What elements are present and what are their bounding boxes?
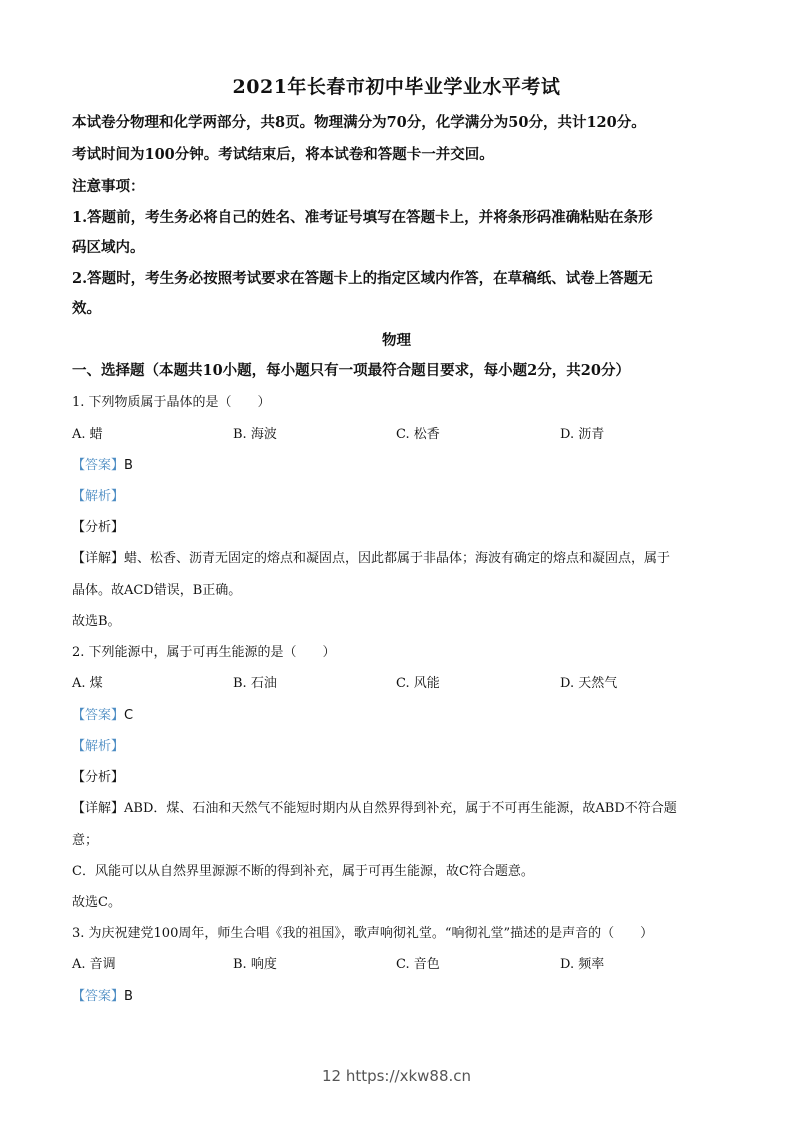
question-1-conclusion: 故选B。	[72, 614, 121, 629]
intro-line-1: 本试卷分物理和化学两部分，共8页。物理满分为70分，化学满分为50分，共计120分。	[72, 114, 646, 131]
notice-2-line-2: 效。	[72, 300, 101, 317]
question-1-detail-line-1: 【详解】蜡、松香、沥青无固定的熔点和凝固点，因此都属于非晶体；海波有确定的熔点和凝固点，属于	[72, 551, 671, 566]
answer-value: B	[124, 458, 133, 473]
question-3-answer	[72, 985, 133, 1004]
page-title: 2021年长春市初中毕业学业水平考试	[232, 76, 561, 98]
question-3-stem: 3. 为庆祝建党100周年，师生合唱《我的祖国》，歌声响彻礼堂。“响彻礼堂”描述的是声音的（ ）	[72, 926, 654, 941]
notice-heading: 注意事项：	[72, 178, 145, 195]
detail-label: 【详解】	[72, 551, 125, 566]
answer-value: B	[124, 989, 133, 1004]
question-2-option-c: C. 风能	[396, 676, 440, 691]
question-2-option-d: D. 天然气	[560, 676, 618, 691]
question-1-analysis-label: 【解析】	[72, 489, 125, 504]
question-1-fenxi-label: 【分析】	[72, 520, 125, 535]
section-heading: 一、选择题（本题共10小题，每小题只有一项最符合题目要求，每小题2分，共20分）	[72, 362, 630, 379]
question-2-detail-line-3: C．风能可以从自然界里源源不断的得到补充，属于可再生能源，故C符合题意。	[72, 864, 534, 879]
detail-label: 【详解】	[72, 801, 125, 816]
intro-line-2: 考试时间为100分钟。考试结束后，将本试卷和答题卡一并交回。	[72, 146, 494, 163]
subject-heading: 物理	[382, 332, 411, 349]
question-2-option-a: A. 煤	[72, 676, 103, 691]
question-2-option-b: B. 石油	[233, 676, 277, 691]
question-3-option-b: B. 响度	[233, 957, 277, 972]
question-1-option-a: A. 蜡	[72, 427, 103, 442]
question-2-detail-line-1: 【详解】ABD．煤、石油和天然气不能短时期内从自然界得到补充，属于不可再生能源，故ABD不符合题	[72, 801, 677, 816]
question-2-fenxi-label: 【分析】	[72, 770, 125, 785]
question-2-analysis-label: 【解析】	[72, 739, 125, 754]
question-1-option-c: C. 松香	[396, 427, 440, 442]
question-2-conclusion: 故选C。	[72, 895, 121, 910]
question-3-option-a: A. 音调	[72, 957, 116, 972]
answer-label: 【答案】	[72, 458, 125, 473]
question-2-stem: 2. 下列能源中，属于可再生能源的是（ ）	[72, 645, 336, 660]
notice-1-line-2: 码区域内。	[72, 239, 145, 256]
answer-label: 【答案】	[72, 708, 125, 723]
question-1-option-b: B. 海波	[233, 427, 277, 442]
question-1-answer	[72, 454, 133, 473]
page-footer: 12 https://xkw88.cn	[321, 1067, 472, 1085]
answer-label: 【答案】	[72, 989, 125, 1004]
question-2-answer	[72, 704, 133, 723]
question-3-option-c: C. 音色	[396, 957, 440, 972]
question-2-detail-line-2: 意；	[72, 833, 99, 848]
question-3-option-d: D. 频率	[560, 957, 605, 972]
notice-2-line-1: 2.答题时，考生务必按照考试要求在答题卡上的指定区域内作答，在草稿纸、试卷上答题无	[72, 270, 653, 287]
question-1-option-d: D. 沥青	[560, 427, 605, 442]
answer-value: C	[124, 708, 134, 723]
question-1-detail-line-2: 晶体。故ACD错误，B正确。	[72, 583, 242, 598]
question-1-stem: 1. 下列物质属于晶体的是（ ）	[72, 395, 271, 410]
notice-1-line-1: 1.答题前，考生务必将自己的姓名、准考证号填写在答题卡上，并将条形码准确粘贴在条形	[72, 209, 653, 226]
